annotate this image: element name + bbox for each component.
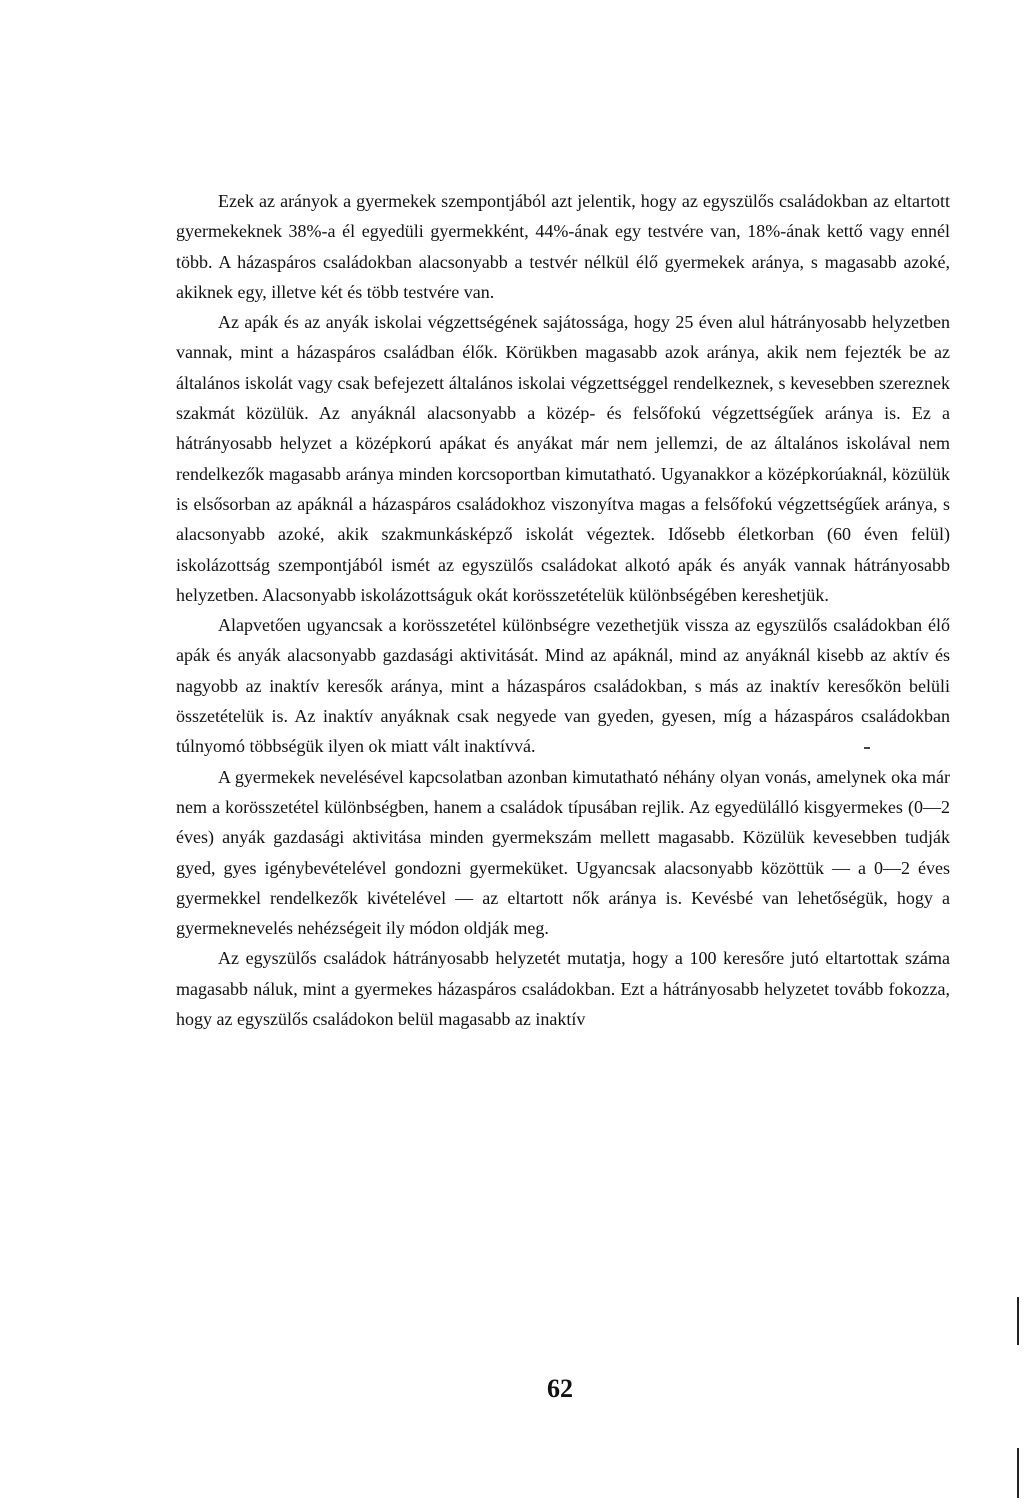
scan-edge-mark — [1017, 1448, 1019, 1498]
stray-mark — [864, 747, 870, 749]
paragraph-child-rearing: A gyermekek nevelésével kapcsolatban azonban kimutatható néhány olyan vonás, amelynek oka már nem a korösszetétel különbségben, hanem a családok típusában rejlik. Az egyedülálló kisgyermekes (0—2 éves) anyák gazdasági aktivitása minden gyermekszám mellett magasabb. Közülük kevesebben tudják gyed, gyes igénybevételével gondozni gyermeküket. Ugyancsak alacsonyabb közöttük — a 0—2 éves gyermekkel rendelkezők kivételével — az eltartott nők aránya is. Kevésbé van lehetőségük, hogy a gyermeknevelés nehézségeit ily módon oldják meg. — [176, 766, 950, 939]
scan-edge-mark — [1017, 1297, 1019, 1345]
page-number: 62 — [547, 1374, 573, 1403]
paragraph-parents-education: Az apák és az anyák iskolai végzettségének sajátossága, hogy 25 éven alul hátrányosabb helyzetben vannak, mint a házaspáros családban élők. Körükben magasabb azok aránya, akik nem fejezték be az általános iskolát vagy csak befejezett általános iskolai végzettséggel rendelkeznek, s kevesebben szereznek szakmát közülük. Az anyáknál alacsonyabb a közép- és felsőfokú végzettségűek aránya is. Ez a hátrányosabb helyzet a középkorú apákat és anyákat már nem jellemzi, de az általános iskolával nem rendelkezők magasabb aránya minden korcsoportban kimutatható. Ugyanakkor a középkorúaknál, közülük is elsősorban az apáknál a házaspáros családokhoz viszonyítva magas a felsőfokú végzettségűek aránya, s alacsonyabb azoké, akik szakmunkásképző iskolát végeztek. Idősebb életkorban (60 éven felül) iskolázottság szempontjából ismét az egyszülős családokat alkotó apák és anyák vannak hátrányosabb helyzetben. Alacsonyabb iskolázottságuk okát korösszetételük különbségében kereshetjük. — [176, 312, 950, 605]
paragraph-economic-activity: Alapvetően ugyancsak a korösszetétel különbségre vezethetjük vissza az egyszülős családokban élő apák és anyák alacsonyabb gazdasági aktivitását. Mind az apáknál, mind az anyáknál kisebb az aktív és nagyobb az inaktív keresők aránya, mint a házaspáros családokban, s más az inaktív keresőkön belüli összetételük is. Az inaktív anyáknak csak negyede van gyeden, gyesen, míg a házaspáros családokban túlnyomó többségük ilyen ok miatt vált inaktívvá. — [176, 615, 950, 757]
paragraph-dependents: Az egyszülős családok hátrányosabb helyzetét mutatja, hogy a 100 keresőre jutó eltartottak száma magasabb náluk, mint a gyermekes házaspáros családokban. Ezt a hátrányosabb helyzetet tovább fokozza, hogy az egyszülős családokon belül magasabb az inaktív — [176, 948, 950, 1030]
paragraph-children-siblings: Ezek az arányok a gyermekek szempontjából azt jelentik, hogy az egyszülős családokban az eltartott gyermekeknek 38%-a él egyedüli gyermekként, 44%-ának egy testvére van, 18%-ának kettő vagy ennél több. A házaspáros családokban alacsonyabb a testvér nélkül élő gyermekek aránya, s magasabb azoké, akiknek egy, illetve két és több testvére van. — [176, 191, 950, 302]
page-body — [176, 186, 950, 1034]
